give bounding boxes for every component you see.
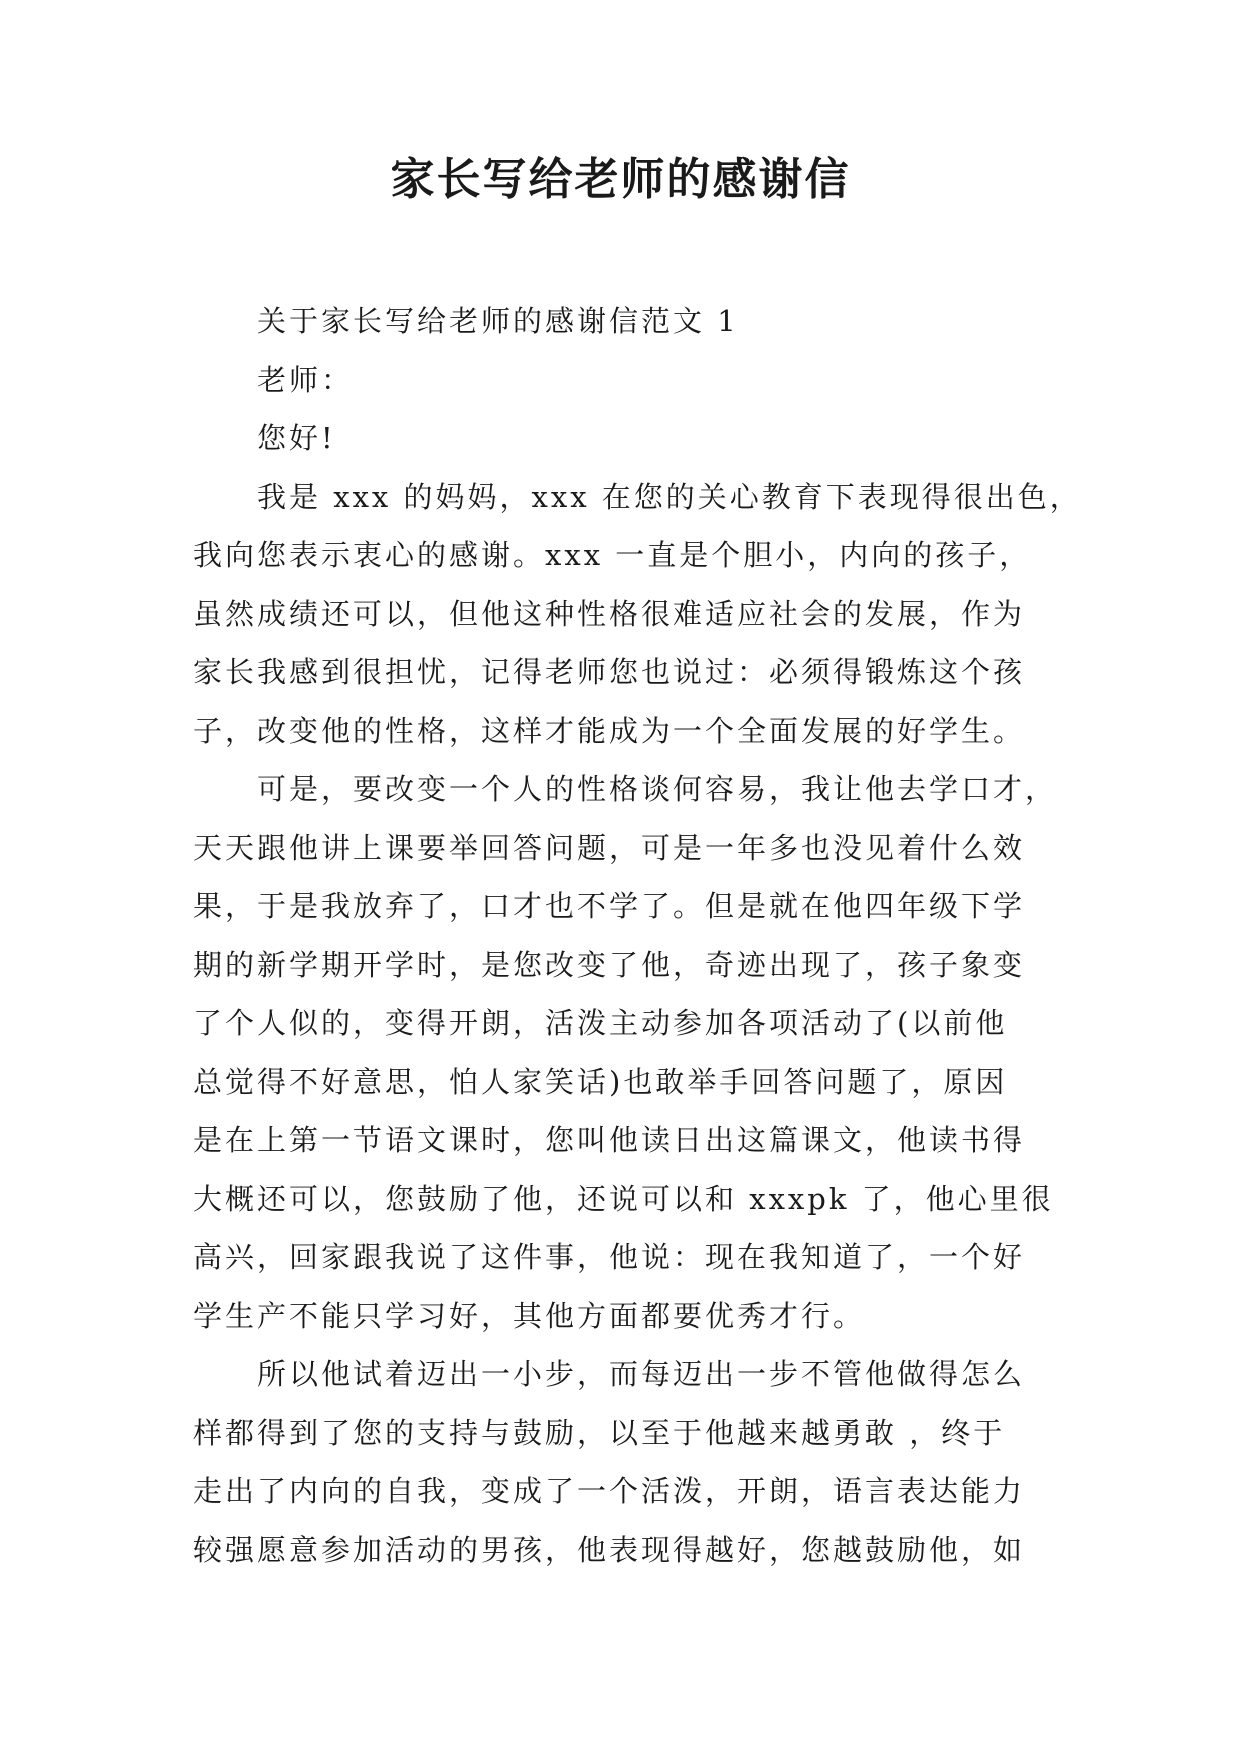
text-line: 您好! — [257, 421, 336, 455]
text-line: 了个人似的，变得开朗，活泼主动参加各项活动了(以前他 — [193, 1006, 1008, 1040]
text-line: 走出了内向的自我，变成了一个活泼，开朗，语言表达能力 — [193, 1474, 1026, 1508]
text-line: 虽然成绩还可以，但他这种性格很难适应社会的发展，作为 — [193, 596, 1026, 631]
text-line: 大概还可以，您鼓励了他，还说可以和 xxxpk 了，他心里很 — [193, 1181, 1054, 1216]
text-line: 老师： — [257, 362, 354, 397]
text-line: 高兴，回家跟我说了这件事，他说：现在我知道了，一个好 — [193, 1240, 1026, 1274]
text-line: 是在上第一节语文课时，您叫他读日出这篇课文，他读书得 — [193, 1123, 1026, 1157]
text-line: 所以他试着迈出一小步，而每迈出一步不管他做得怎么 — [257, 1357, 1026, 1391]
text-line: 学生产不能只学习好，其他方面都要优秀才行。 — [193, 1298, 866, 1333]
text-line: 期的新学期开学时，是您改变了他，奇迹出现了，孩子象变 — [193, 947, 1026, 982]
text-line: 我向您表示衷心的感谢。xxx 一直是个胆小，内向的孩子， — [193, 538, 1032, 572]
text-line: 关于家长写给老师的感谢信范文 1 — [257, 304, 739, 338]
text-line: 果，于是我放弃了，口才也不学了。但是就在他四年级下学 — [193, 889, 1026, 923]
document-body — [193, 292, 1082, 1579]
text-line: 可是，要改变一个人的性格谈何容易，我让他去学口才， — [257, 772, 1058, 806]
text-line: 子，改变他的性格，这样才能成为一个全面发展的好学生。 — [193, 713, 1026, 748]
text-line: 家长我感到很担忧，记得老师您也说过：必须得锻炼这个孩 — [193, 655, 1026, 689]
text-line: 天天跟他讲上课要举回答问题，可是一年多也没见着什么效 — [193, 830, 1026, 865]
text-line: 样都得到了您的支持与鼓励，以至于他越来越勇敢 ，终于 — [193, 1415, 1006, 1450]
text-line: 较强愿意参加活动的男孩，他表现得越好，您越鼓励他，如 — [193, 1532, 1026, 1567]
text-line: 我是 xxx 的妈妈，xxx 在您的关心教育下表现得很出色， — [257, 479, 1082, 514]
text-line: 总觉得不好意思，怕人家笑话)也敢举手回答问题了，原因 — [193, 1064, 1008, 1099]
document-title: 家长写给老师的感谢信 — [390, 154, 851, 205]
